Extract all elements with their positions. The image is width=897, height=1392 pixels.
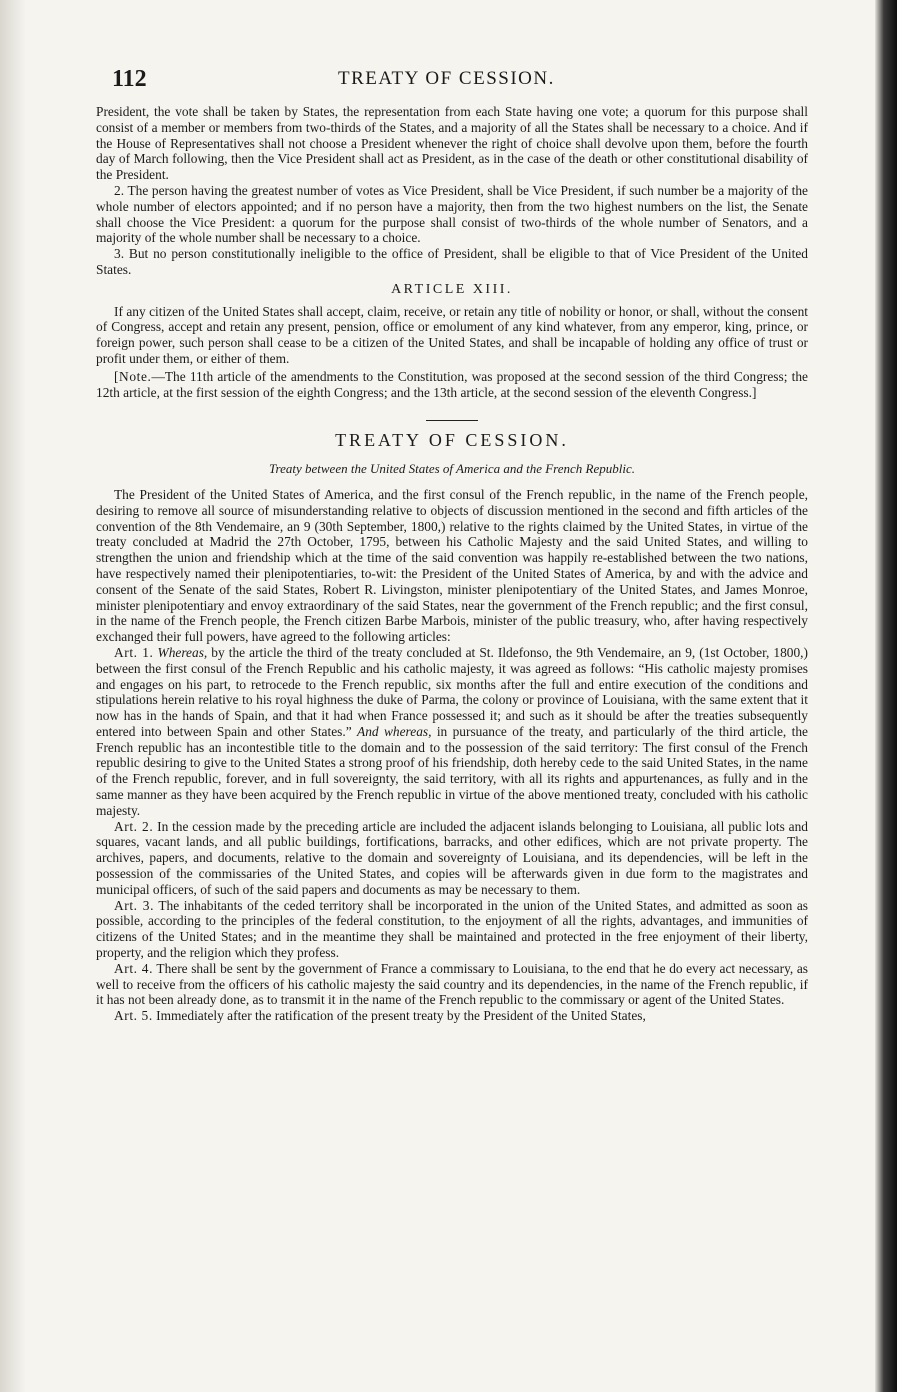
article-2: [96, 819, 808, 898]
paragraph-vice-president: 2. The person having the greatest number of votes as Vice President, shall be Vice President, if such number be a majority of the whole number of electors appointed; and if no person have a majority, then from the two highest numbers on the list, the Senate shall choose the Vice President: a quorum for the purpose shall consist of two-thirds of the whole number of Senators, and a majority of the whole number shall be necessary to a choice.: [96, 182, 808, 246]
page-body: [96, 104, 808, 1024]
book-spine: [875, 0, 897, 1392]
article-xiii-heading: ARTICLE XIII.: [391, 281, 513, 297]
article-3: [96, 898, 808, 961]
treaty-title: TREATY OF CESSION.: [335, 430, 569, 451]
article-5: [96, 1008, 808, 1024]
article-xiii-text: If any citizen of the United States shall accept, claim, receive, or retain any title of nobility or honor, or shall, without the consent of Congress, accept and retain any present, pension, office or emolument of any kind whatever, from any emperor, king, prince, or foreign power, such person shall cease to be a citizen of the United States, and shall be incapable of holding any office of trust or profit under them, or either of them.: [96, 303, 808, 366]
treaty-preamble: The President of the United States of America, and the first consul of the French republic, in the name of the French people, desiring to remove all source of misunderstanding relative to objects of discussion mentioned in the second and fifth articles of the convention of the 8th Vendemaire, an 9 (30th September, 1800,) relative to the rights claimed by the United States, in virtue of the treaty concluded at Madrid the 27th October, 1795, between his Catholic Majesty and the said United States, and willing to strengthen the union and friendship which at the time of the said convention was happily re-established between the two nations, have respectively named their plenipotentiaries, to-wit: the President of the United States of America, by and with the advice and consent of the Senate of the said States, Robert R. Livingston, minister plenipotentiary of the United States, and James Monroe, minister plenipotentiary and envoy extraordinary of the said States, near the government of the French republic; and the first consul, in the name of the French people, the French citizen Barbe Marbois, minister of the public treasury, who, after having respectively exchanged their full powers, have agreed to the following articles:: [96, 486, 808, 645]
note-label: [Note.: [114, 368, 152, 384]
paragraph-president-vote: President, the vote shall be taken by States, the representation from each State having one vote; a quorum for this purpose shall consist of a member or members from two-thirds of the States, and a majority of all the States shall be necessary to a choice. And if the House of Representatives shall not choose a President whenever the right of choice shall devolve upon them, before the fourth day of March following, then the Vice President shall act as President, as in the case of the death or other constitutional disability of the President.: [96, 104, 808, 183]
article-1-label: Art. 1.: [114, 644, 154, 660]
article-1-whereas: Whereas,: [157, 644, 208, 660]
treaty-subtitle: Treaty between the United States of America and the French Republic.: [269, 461, 635, 477]
article-1-text-a: by the article the third of the treaty concluded at St. Ildefonso, the 9th Vendemaire, an 9, (1st October, 1800,) between the first consul of the French Republic and his catholic majesty, it was agreed as follows: “His catholic majesty promises and engages on his part, to retrocede to the French republic, six months after the full and entire execution of the conditions and stipulations herein relative to his royal highness the duke of Parma, the colony or province of Louisiana, with the same extent that it now has in the hands of Spain, and that it had when France possessed it; and such as it should be after the treaties subsequently entered into between Spain and other States.”: [96, 644, 808, 739]
note-text: —The 11th article of the amendments to the Constitution, was proposed at the second session of the third Congress; the 12th article, at the first session of the eighth Congress; and the 13th article, at the second session of the eleventh Congress.]: [96, 368, 808, 400]
article-4: [96, 961, 808, 1008]
article-4-text: There shall be sent by the government of France a commissary to Louisiana, to the end that he do every act necessary, as well to receive from the officers of his catholic majesty the said country and its dependencies, in the name of the French republic, if it has not been already done, as to transmit it in the name of the French republic to the commissary or agent of the United States.: [96, 960, 808, 1008]
section-divider: [426, 420, 478, 421]
article-1: [96, 645, 808, 819]
page-header: [100, 66, 800, 96]
article-3-label: Art. 3.: [114, 897, 155, 913]
paragraph-ineligible: 3. But no person constitutionally ineligible to the office of President, shall be eligible to that of Vice President of the United States.: [96, 246, 808, 277]
running-title: TREATY OF CESSION.: [338, 68, 555, 89]
article-3-text: The inhabitants of the ceded territory shall be incorporated in the union of the United States, and admitted as soon as possible, according to the principles of the federal constitution, to the enjoyment of all the rights, advantages, and immunities of citizens of the United States; and in the meantime they shall be maintained and protected in the free enjoyment of their liberty, property, and the religion which they profess.: [96, 897, 808, 961]
amendments-note: [96, 369, 808, 401]
article-2-label: Art. 2.: [114, 818, 154, 834]
article-5-label: Art. 5.: [114, 1008, 153, 1024]
article-2-text: In the cession made by the preceding article are included the adjacent islands belonging to Louisiana, all public lots and squares, vacant lands, and all public buildings, fortifications, barracks, and other edifices, which are not private property. The archives, papers, and documents, relative to the domain and sovereignty of Louisiana, and its dependencies, will be left in the possession of the commissaries of the United States, and copies will be afterwards given in due form to the magistrates and municipal officers, of such of the said papers and documents as may be necessary to them.: [96, 818, 808, 897]
article-1-and-whereas: And whereas,: [357, 723, 432, 739]
article-4-label: Art. 4.: [114, 960, 154, 976]
page-edge-shadow: [0, 0, 26, 1392]
article-1-text-b: in pursuance of the treaty, and particularly of the third article, the French republic has an incontestible title to the domain and to the possession of the said territory: The first consul of the French republic desiring to give to the United States a strong proof of his friendship, doth hereby cede to the said United States, in the name of the French republic, forever, and in full sovereignty, the said territory, with all its rights and appurtenances, as fully and in the same manner as they have been acquired by the French republic in virtue of the above mentioned treaty, concluded with his catholic majesty.: [96, 723, 809, 818]
article-5-text: Immediately after the ratification of the present treaty by the President of the United States,: [152, 1008, 646, 1024]
page-number: 112: [112, 66, 147, 92]
